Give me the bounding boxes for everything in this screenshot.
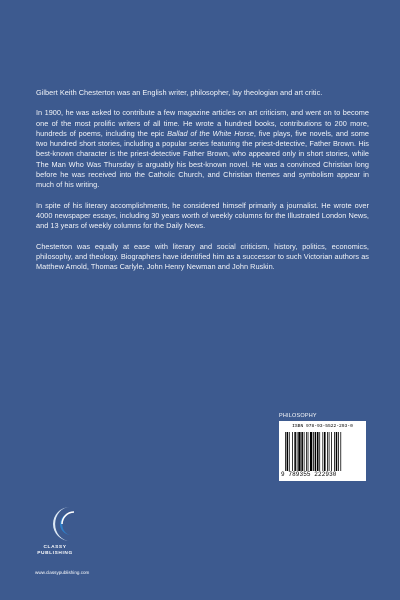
paragraph-career-part1: In 1900, he was asked to contribute a few magazine articles on art criticism, and went on to become one of the most prolific writers of all time. He wrote a hundred books, contributions to 200 more, hundreds of poems, including the epic <box>36 108 369 138</box>
barcode-digits: 9 789355 222930 <box>281 471 337 478</box>
publisher-website: www.classypublishing.com <box>35 570 90 575</box>
publisher-logo-icon <box>40 503 100 543</box>
publisher-name-line1: CLASSY <box>43 545 67 550</box>
paragraph-career <box>36 108 369 190</box>
paragraph-intro: Gilbert Keith Chesterton was an English writer, philosopher, lay theologian and art critic. <box>36 88 323 97</box>
barcode-bars <box>285 432 361 471</box>
category-label: PHILOSOPHY <box>279 413 317 419</box>
blurb-text <box>36 88 369 282</box>
isbn-text: ISBN 978-93-5522-293-0 <box>292 424 353 429</box>
publisher-name <box>36 545 74 557</box>
paragraph-journalism: In spite of his literary accomplishments, he considered himself primarily a journalist. He wrote over 4000 newspaper essays, including 30 years worth of weekly columns for the Illustrated London News, and 13 years of weekly columns for the Daily News. <box>36 200 369 231</box>
ballad-title: Ballad of the White Horse <box>167 128 254 138</box>
publisher-name-line2: PUBLISHING <box>37 551 73 556</box>
paragraph-career-part2: , five plays, five novels, and some two hundred short stories, including a popular series featuring the priest-detective, Father Brown. His best-known character is the priest-detective Father Brown, who appeared only in short stories, while The Man Who Was Thursday is arguably his best-known novel. He was a convinced Christian long before he was received into the Catholic Church, and Christian themes and symbolism appear in much of his writing. <box>36 128 369 190</box>
paragraph-criticism: Chesterton was equally at ease with literary and social criticism, history, politics, economics, philosophy, and theology. Biographers have identified him as a successor to such Victorian authors as Matthew Arnold, Thomas Carlyle, John Henry Newman and John Ruskin. <box>36 241 369 272</box>
barcode <box>279 421 366 481</box>
